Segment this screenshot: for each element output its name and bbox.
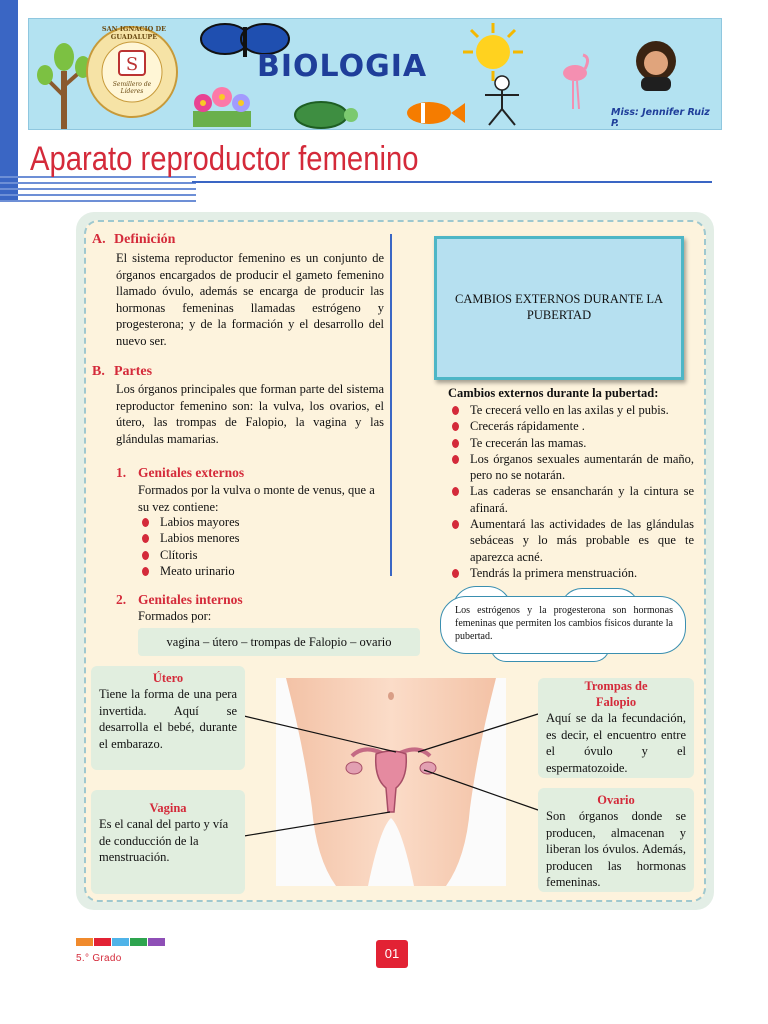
list-item: Las caderas se ensancharán y la cintura se afinará. (448, 483, 694, 516)
trompas-box (538, 678, 694, 778)
cambios-title-box: CAMBIOS EXTERNOS DURANTE LA PUBERTAD (434, 236, 684, 380)
externos-title: Genitales externos (138, 465, 245, 480)
section-a-letter: A. (92, 232, 106, 247)
list-item: Clítoris (138, 547, 358, 563)
internos-sequence: vagina – útero – trompas de Falopio – ovario (138, 628, 420, 656)
internos-title: Genitales internos (138, 592, 243, 607)
ovario-box (538, 788, 694, 892)
section-b-title: Partes (114, 364, 153, 379)
school-motto: Semillero de Líderes (112, 81, 152, 95)
trompas-text: Aquí se da la fecundación, es decir, el encuentro entre el óvulo y el espermatozoide. (546, 711, 686, 775)
definition-text: El sistema reproductor femenino es un conjunto de órganos encargados de producir el gameto femenino llamado óvulo, además se encarga de producir las hormonas femeninas llamadas estrógeno y progesterona; y de la formación y el desarrollo del nuevo ser. (116, 251, 384, 348)
vagina-box (91, 790, 245, 894)
list-item: Meato urinario (138, 563, 358, 579)
list-item: Te crecerá vello en las axilas y el pubis. (448, 402, 694, 418)
section-a-title: Definición (114, 232, 176, 247)
color-swatch (94, 938, 111, 946)
color-swatch (130, 938, 147, 946)
hormones-cloud-note: Los estrógenos y la progesterona son hormonas femeninas que permiten los cambios físicos durante la pubertad. (440, 596, 686, 654)
vagina-title: Vagina (149, 801, 187, 815)
internos-text: Formados por: (138, 609, 212, 623)
page-number: 01 (376, 940, 408, 968)
list-item: Aumentará las actividades de las glándulas sebáceas y lo más probable es que te aparezca acné. (448, 516, 694, 565)
ovario-text: Son órganos donde se producen, almacenan y liberan los óvulos. Además, producen las hormonas femeninas. (546, 809, 686, 889)
list-item: Labios mayores (138, 514, 358, 530)
utero-text: Tiene la forma de una pera invertida. Aquí se desarrolla el bebé, durante el embarazo. (99, 687, 237, 751)
color-swatch (76, 938, 93, 946)
utero-box (91, 666, 245, 770)
section-b-letter: B. (92, 364, 105, 379)
utero-title: Útero (152, 671, 184, 685)
trompas-title: Trompas de Falopio (584, 679, 648, 709)
externos-text: Formados por la vulva o monte de venus, que a su vez contiene: (138, 483, 375, 514)
list-item: Crecerás rápidamente . (448, 418, 694, 434)
grade-label: 5.° Grado (76, 953, 122, 964)
list-item: Te crecerán las mamas. (448, 435, 694, 451)
parts-text: Los órganos principales que forman parte del sistema reproductor femenino son: la vulva, los ovarios, el útero, las trompas de Falopio, la vagina y las glándulas mamarias. (116, 382, 384, 446)
list-item: Tendrás la primera menstruación. (448, 565, 694, 581)
ovario-title: Ovario (597, 793, 635, 807)
school-seal-text: SAN IGNACIO DE GUADALUPE (101, 25, 167, 41)
page-title: Aparato reproductor femenino (30, 140, 419, 178)
externos-number: 1. (116, 465, 127, 480)
footer-color-strip (76, 938, 166, 946)
color-swatch (148, 938, 165, 946)
color-swatch (112, 938, 129, 946)
svg-text:S: S (125, 54, 139, 75)
banner-title: BIOLOGIA (257, 49, 428, 84)
internos-number: 2. (116, 592, 127, 607)
list-item: Los órganos sexuales aumentarán de maño, pero no se notarán. (448, 451, 694, 484)
teacher-name: Miss: Jennifer Ruiz P. (611, 107, 710, 129)
vagina-text: Es el canal del parto y vía de conducción de la menstruación. (99, 817, 229, 864)
cambios-list-heading: Cambios externos durante la pubertad: (448, 386, 659, 400)
list-item: Labios menores (138, 530, 358, 546)
